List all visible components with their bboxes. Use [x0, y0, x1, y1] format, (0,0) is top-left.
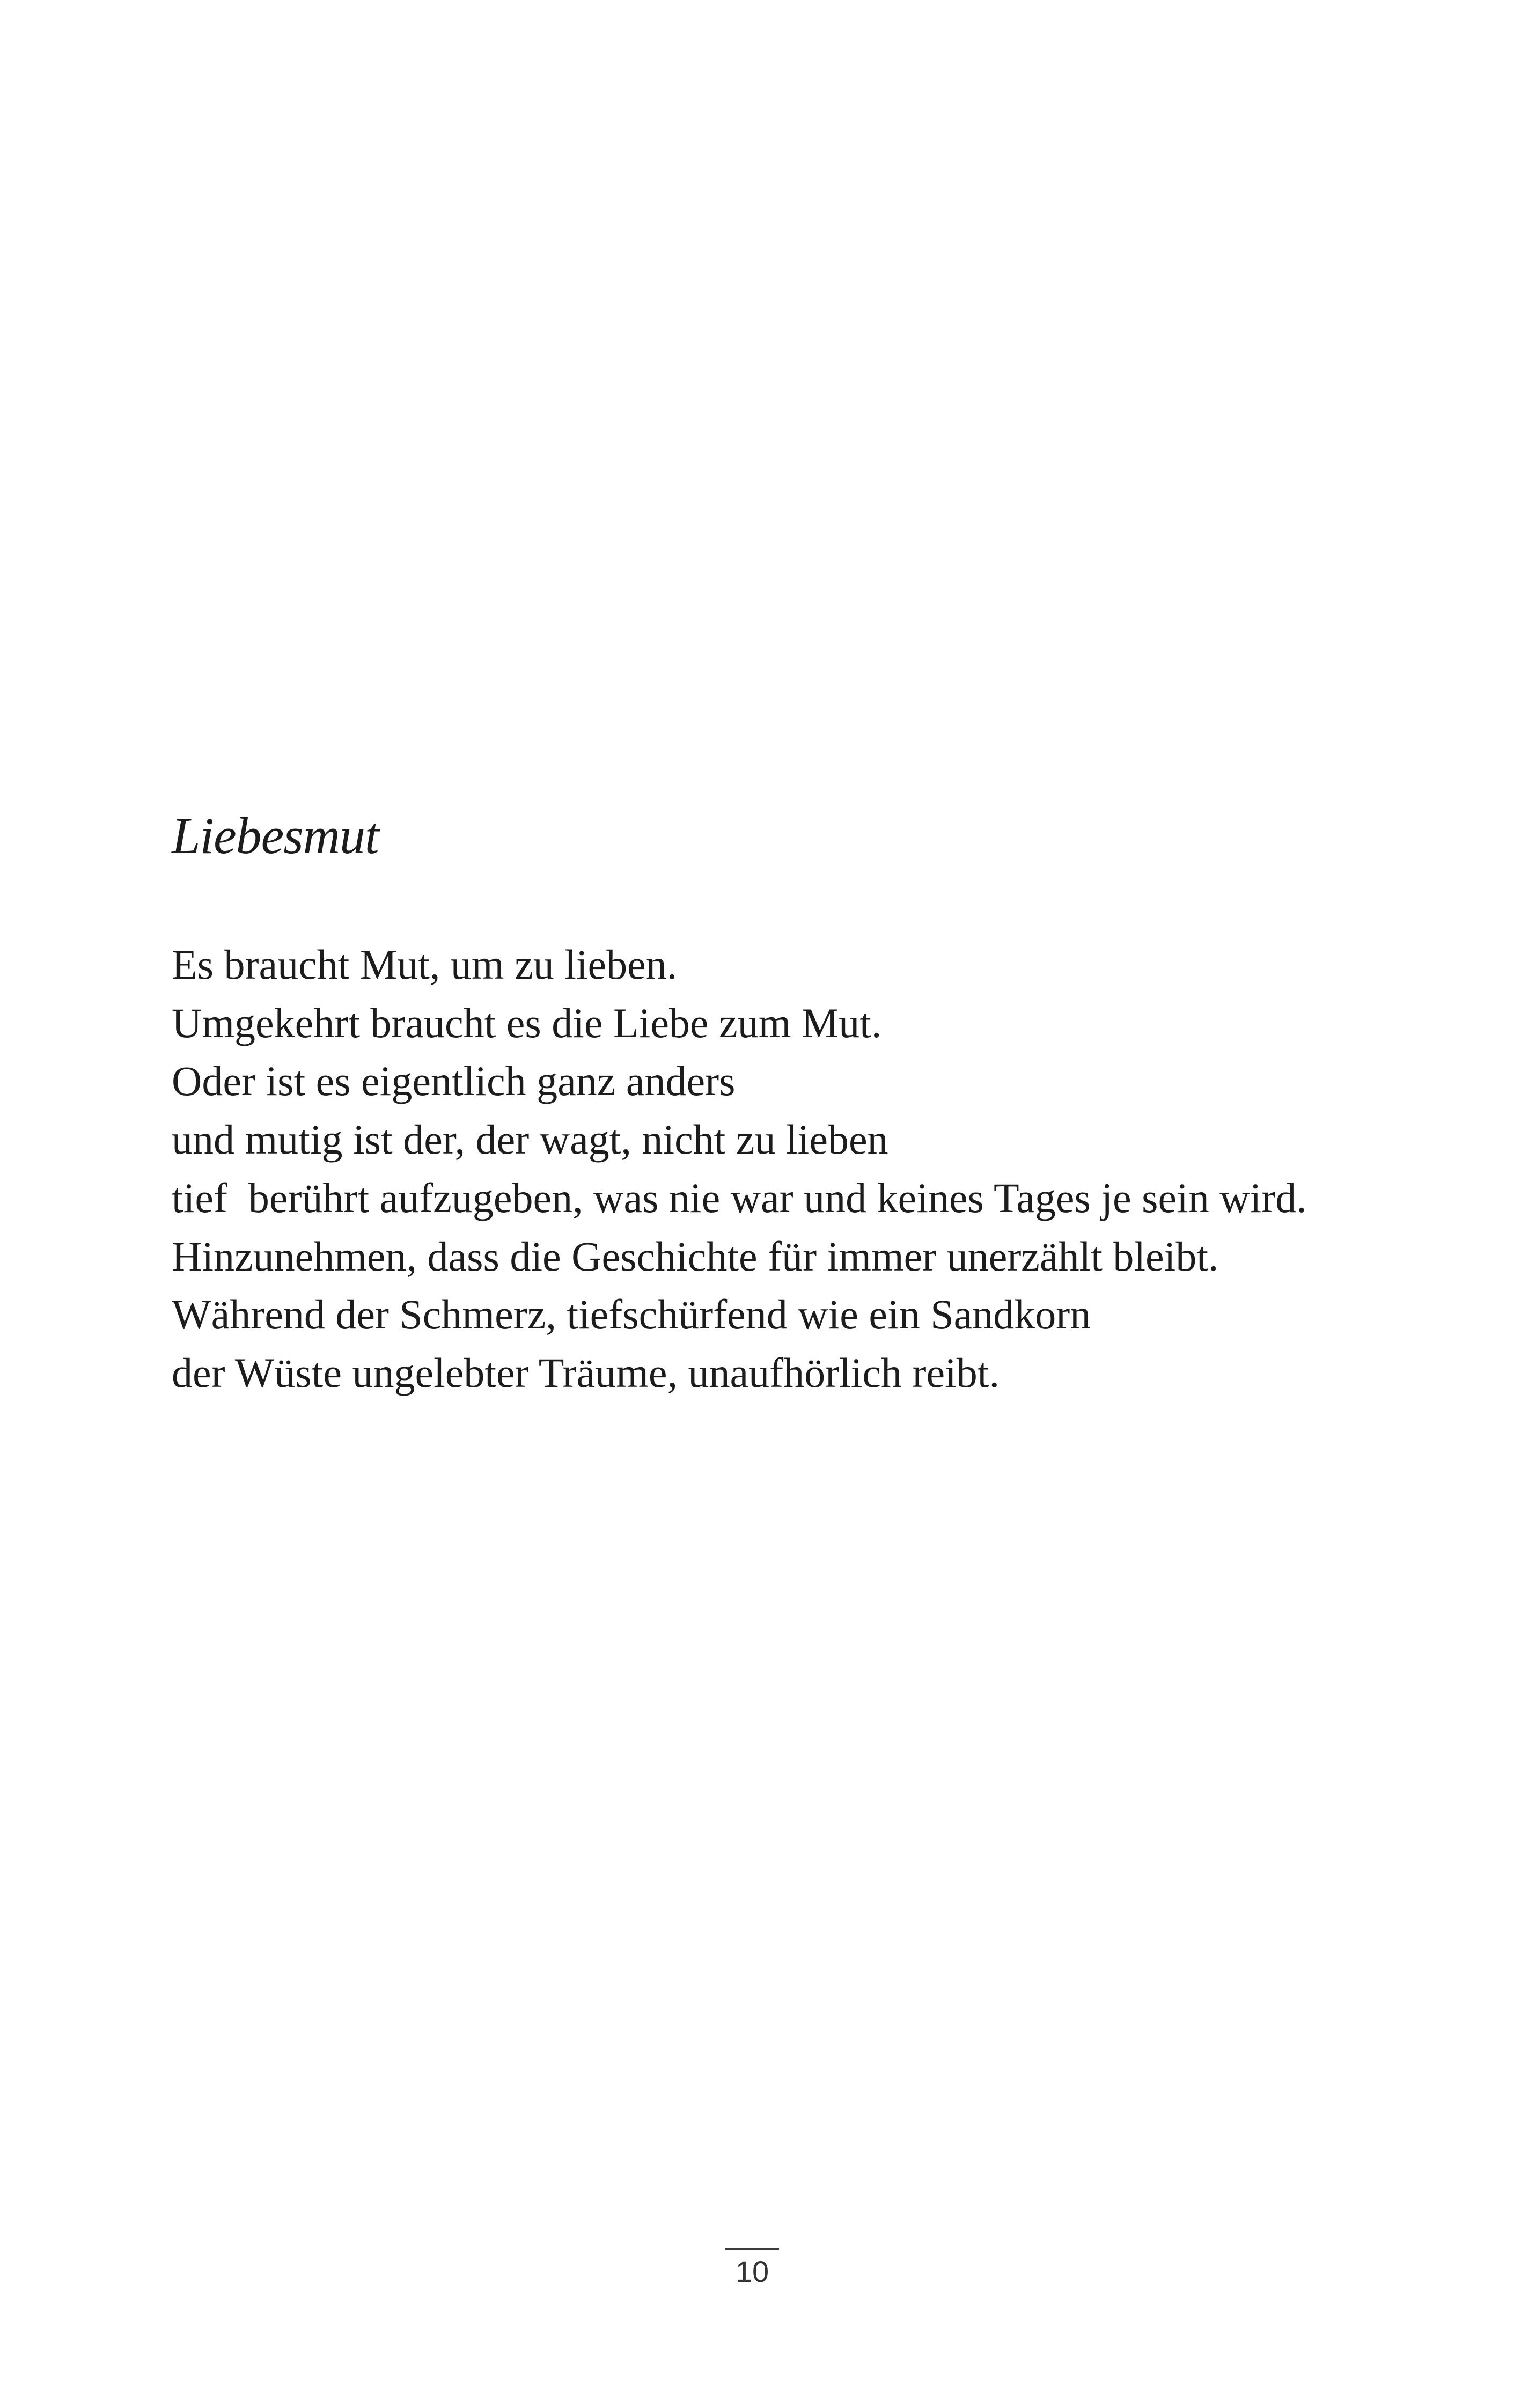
poem-line-5: tief berührt aufzugeben, was nie war und keines Tages je sein wird.	[172, 1174, 1307, 1221]
poem-line-6: Hinzunehmen, dass die Geschichte für immer unerzählt bleibt.	[172, 1232, 1219, 1280]
poem-line-1: Es braucht Mut, um zu lieben.	[172, 941, 678, 988]
poem-line-3: Oder ist es eigentlich ganz anders	[172, 1058, 736, 1105]
poem-body	[172, 936, 1406, 1403]
poem	[172, 804, 1406, 1403]
poem-line-4: und mutig ist der, der wagt, nicht zu lieben	[172, 1116, 888, 1163]
folio-rule	[725, 2248, 779, 2250]
page-folio	[725, 2248, 779, 2291]
poem-line-8: der Wüste ungelebter Träume, unaufhörlich reibt.	[172, 1349, 1000, 1396]
poem-line-7: Während der Schmerz, tiefschürfend wie ein Sandkorn	[172, 1291, 1091, 1338]
poem-line-2: Umgekehrt braucht es die Liebe zum Mut.	[172, 999, 882, 1046]
page-number: 10	[735, 2255, 769, 2288]
poem-title: Liebesmut	[172, 807, 379, 864]
